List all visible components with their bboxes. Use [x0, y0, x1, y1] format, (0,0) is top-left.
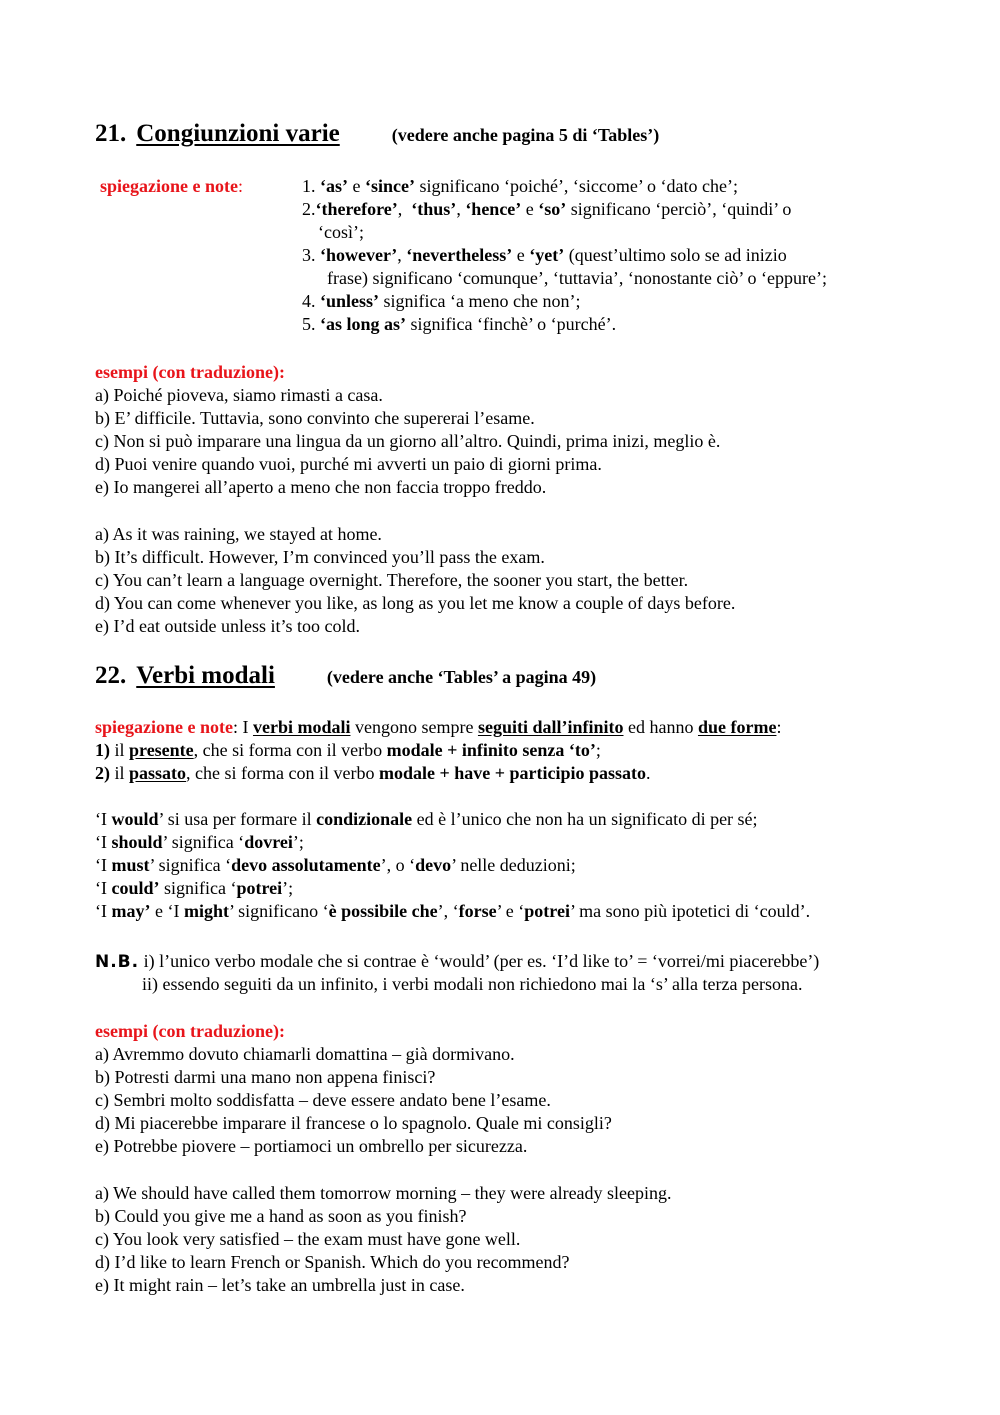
list-item-2-continuation: ‘così’;	[318, 222, 364, 242]
example-it-d: d) Puoi venire quando vuoi, purché mi avverti un paio di giorni prima.	[95, 454, 602, 474]
section-21-note: (vedere anche pagina 5 di ‘Tables’)	[391, 125, 660, 145]
use-may-might: ‘I may’ e ‘I might’ significano ‘è possibile che’, ‘forse’ e ‘potrei’ ma sono più ipotetici di ‘could’.	[95, 901, 811, 921]
form-present: 1) il presente, che si forma con il verbo modale + infinito senza ‘to’;	[95, 740, 601, 760]
nb-label: N.B.	[95, 952, 140, 972]
section-21-number: 21.	[95, 120, 127, 147]
list-item-1: 1. ‘as’ e ‘since’ significano ‘poiché’, ‘siccome’ o ‘dato che’;	[302, 176, 739, 196]
section-22-explanation: spiegazione e note: I verbi modali vengono sempre seguiti dall’infinito ed hanno due forme:	[95, 717, 782, 737]
use-would: ‘I would’ si usa per formare il condizionale ed è l’unico che non ha un significato di per sé;	[95, 809, 758, 829]
list-item-2: 2.‘therefore’, ‘thus’, ‘hence’ e ‘so’ significano ‘perciò’, ‘quindi’ o	[302, 199, 792, 219]
nb-note-i: N.B. i) l’unico verbo modale che si contrae è ‘would’ (per es. ‘I’d like to’ = ‘vorrei/mi piacerebbe’)	[95, 951, 820, 972]
list-item-3: 3. ‘however’, ‘nevertheless’ e ‘yet’ (quest’ultimo solo se ad inizio	[302, 245, 787, 265]
example-22-en-c: c) You look very satisfied – the exam must have gone well.	[95, 1229, 521, 1249]
section-22-note: (vedere anche ‘Tables’ a pagina 49)	[326, 667, 597, 687]
list-item-5: 5. ‘as long as’ significa ‘finchè’ o ‘purché’.	[302, 314, 617, 334]
form-past: 2) il passato, che si forma con il verbo modale + have + participio passato.	[95, 763, 651, 783]
use-could: ‘I could’ significa ‘potrei’;	[95, 878, 294, 898]
section-22-title: Verbi modali	[136, 662, 275, 689]
example-en-d: d) You can come whenever you like, as long as you let me know a couple of days before.	[95, 593, 736, 613]
example-it-b: b) E’ difficile. Tuttavia, sono convinto che supererai l’esame.	[95, 408, 535, 428]
use-must: ‘I must’ significa ‘devo assolutamente’, o ‘devo’ nelle deduzioni;	[95, 855, 576, 875]
list-item-4: 4. ‘unless’ significa ‘a meno che non’;	[302, 291, 581, 311]
list-item-3-continuation: frase) significano ‘comunque’, ‘tuttavia’, ‘nonostante ciò’ o ‘eppure’;	[327, 268, 827, 288]
nb-note-ii: ii) essendo seguiti da un infinito, i verbi modali non richiedono mai la ‘s’ alla terza persona.	[142, 974, 803, 994]
example-22-it-d: d) Mi piacerebbe imparare il francese o lo spagnolo. Quale mi consigli?	[95, 1113, 612, 1133]
example-it-a: a) Poiché pioveva, siamo rimasti a casa.	[95, 385, 383, 405]
section-21-heading	[95, 120, 659, 148]
example-en-a: a) As it was raining, we stayed at home.	[95, 524, 382, 544]
section-22-examples-label: esempi (con traduzione):	[95, 1021, 285, 1041]
example-22-it-e: e) Potrebbe piovere – portiamoci un ombrello per sicurezza.	[95, 1136, 528, 1156]
example-it-c: c) Non si può imparare una lingua da un giorno all’altro. Quindi, prima inizi, meglio è.	[95, 431, 721, 451]
use-should: ‘I should’ significa ‘dovrei’;	[95, 832, 304, 852]
example-22-en-d: d) I’d like to learn French or Spanish. Which do you recommend?	[95, 1252, 570, 1272]
example-en-e: e) I’d eat outside unless it’s too cold.	[95, 616, 360, 636]
section-21-examples-label: esempi (con traduzione):	[95, 362, 285, 382]
section-22-heading	[95, 662, 596, 690]
example-22-en-e: e) It might rain – let’s take an umbrella just in case.	[95, 1275, 465, 1295]
section-22-number: 22.	[95, 662, 127, 689]
example-22-en-a: a) We should have called them tomorrow morning – they were already sleeping.	[95, 1183, 672, 1203]
example-22-it-a: a) Avremmo dovuto chiamarli domattina – già dormivano.	[95, 1044, 515, 1064]
example-en-b: b) It’s difficult. However, I’m convinced you’ll pass the exam.	[95, 547, 545, 567]
example-en-c: c) You can’t learn a language overnight. Therefore, the sooner you start, the better.	[95, 570, 689, 590]
section-21-explanation-label: spiegazione e note:	[100, 176, 243, 196]
section-21-title: Congiunzioni varie	[136, 120, 340, 147]
example-22-it-b: b) Potresti darmi una mano non appena finisci?	[95, 1067, 436, 1087]
example-22-en-b: b) Could you give me a hand as soon as you finish?	[95, 1206, 467, 1226]
example-it-e: e) Io mangerei all’aperto a meno che non faccia troppo freddo.	[95, 477, 547, 497]
example-22-it-c: c) Sembri molto soddisfatta – deve essere andato bene l’esame.	[95, 1090, 551, 1110]
